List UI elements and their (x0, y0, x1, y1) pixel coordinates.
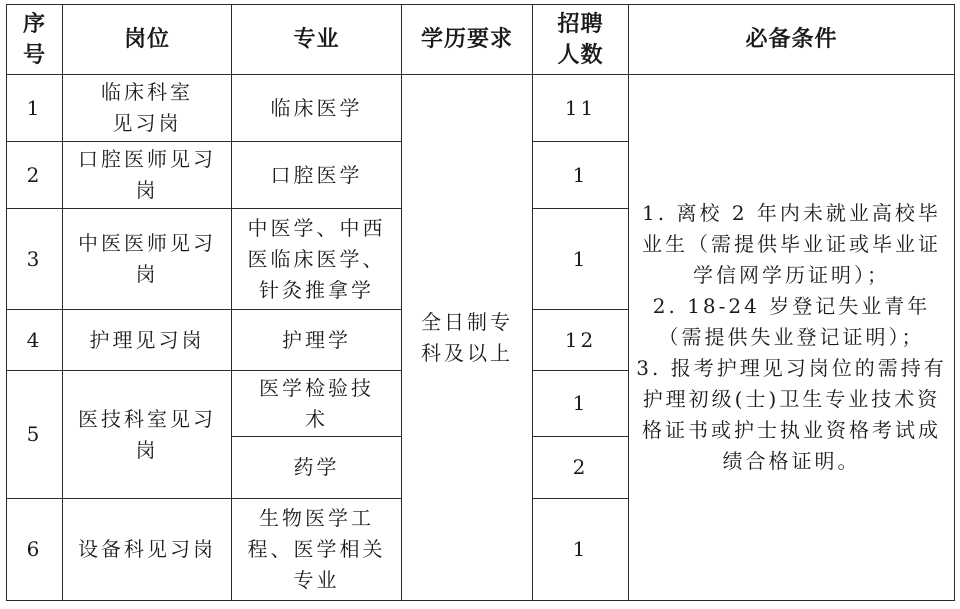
requirement-item: 1. 离校 2 年内未就业高校毕业生（需提供毕业证或毕业证学信网学历证明）； (642, 201, 941, 287)
row-position: 中医医师见习岗 (63, 209, 232, 310)
row-position: 设备科见习岗 (63, 499, 232, 601)
row-position: 临床科室见习岗 (63, 75, 232, 142)
row-major: 临床医学 (232, 75, 402, 142)
table-row (7, 75, 955, 142)
row-index: 6 (7, 499, 63, 601)
recruitment-table (6, 4, 955, 601)
row-position: 护理见习岗 (63, 310, 232, 371)
row-major: 生物医学工程、医学相关专业 (232, 499, 402, 601)
row-major: 中医学、中西医临床医学、针灸推拿学 (232, 209, 402, 310)
header-major: 专业 (232, 5, 402, 75)
header-count: 招聘人数 (533, 5, 629, 75)
row-count: 1 (533, 499, 629, 601)
row-position: 医技科室见习岗 (63, 371, 232, 499)
row-index: 5 (7, 371, 63, 499)
requirement-item: 2. 18-24 岁登记失业青年（需提供失业登记证明）； (652, 294, 931, 349)
row-count: 1 (533, 142, 629, 209)
header-requirements: 必备条件 (629, 5, 955, 75)
row-major: 医学检验技术 (232, 371, 402, 437)
requirement-item: 3. 报考护理见习岗位的需持有护理初级(士)卫生专业技术资格证书或护士执业资格考试成绩合格证明。 (636, 356, 947, 473)
row-index: 1 (7, 75, 63, 142)
header-row (7, 5, 955, 75)
row-index: 2 (7, 142, 63, 209)
header-position: 岗位 (63, 5, 232, 75)
header-education: 学历要求 (402, 5, 533, 75)
row-major: 药学 (232, 437, 402, 499)
row-count: 2 (533, 437, 629, 499)
row-major: 护理学 (232, 310, 402, 371)
row-count: 11 (533, 75, 629, 142)
header-index: 序号 (7, 5, 63, 75)
requirements-cell (629, 75, 955, 601)
row-count: 1 (533, 371, 629, 437)
row-position: 口腔医师见习岗 (63, 142, 232, 209)
row-index: 3 (7, 209, 63, 310)
row-count: 1 (533, 209, 629, 310)
row-major: 口腔医学 (232, 142, 402, 209)
education-cell: 全日制专科及以上 (402, 75, 533, 601)
row-count: 12 (533, 310, 629, 371)
row-index: 4 (7, 310, 63, 371)
